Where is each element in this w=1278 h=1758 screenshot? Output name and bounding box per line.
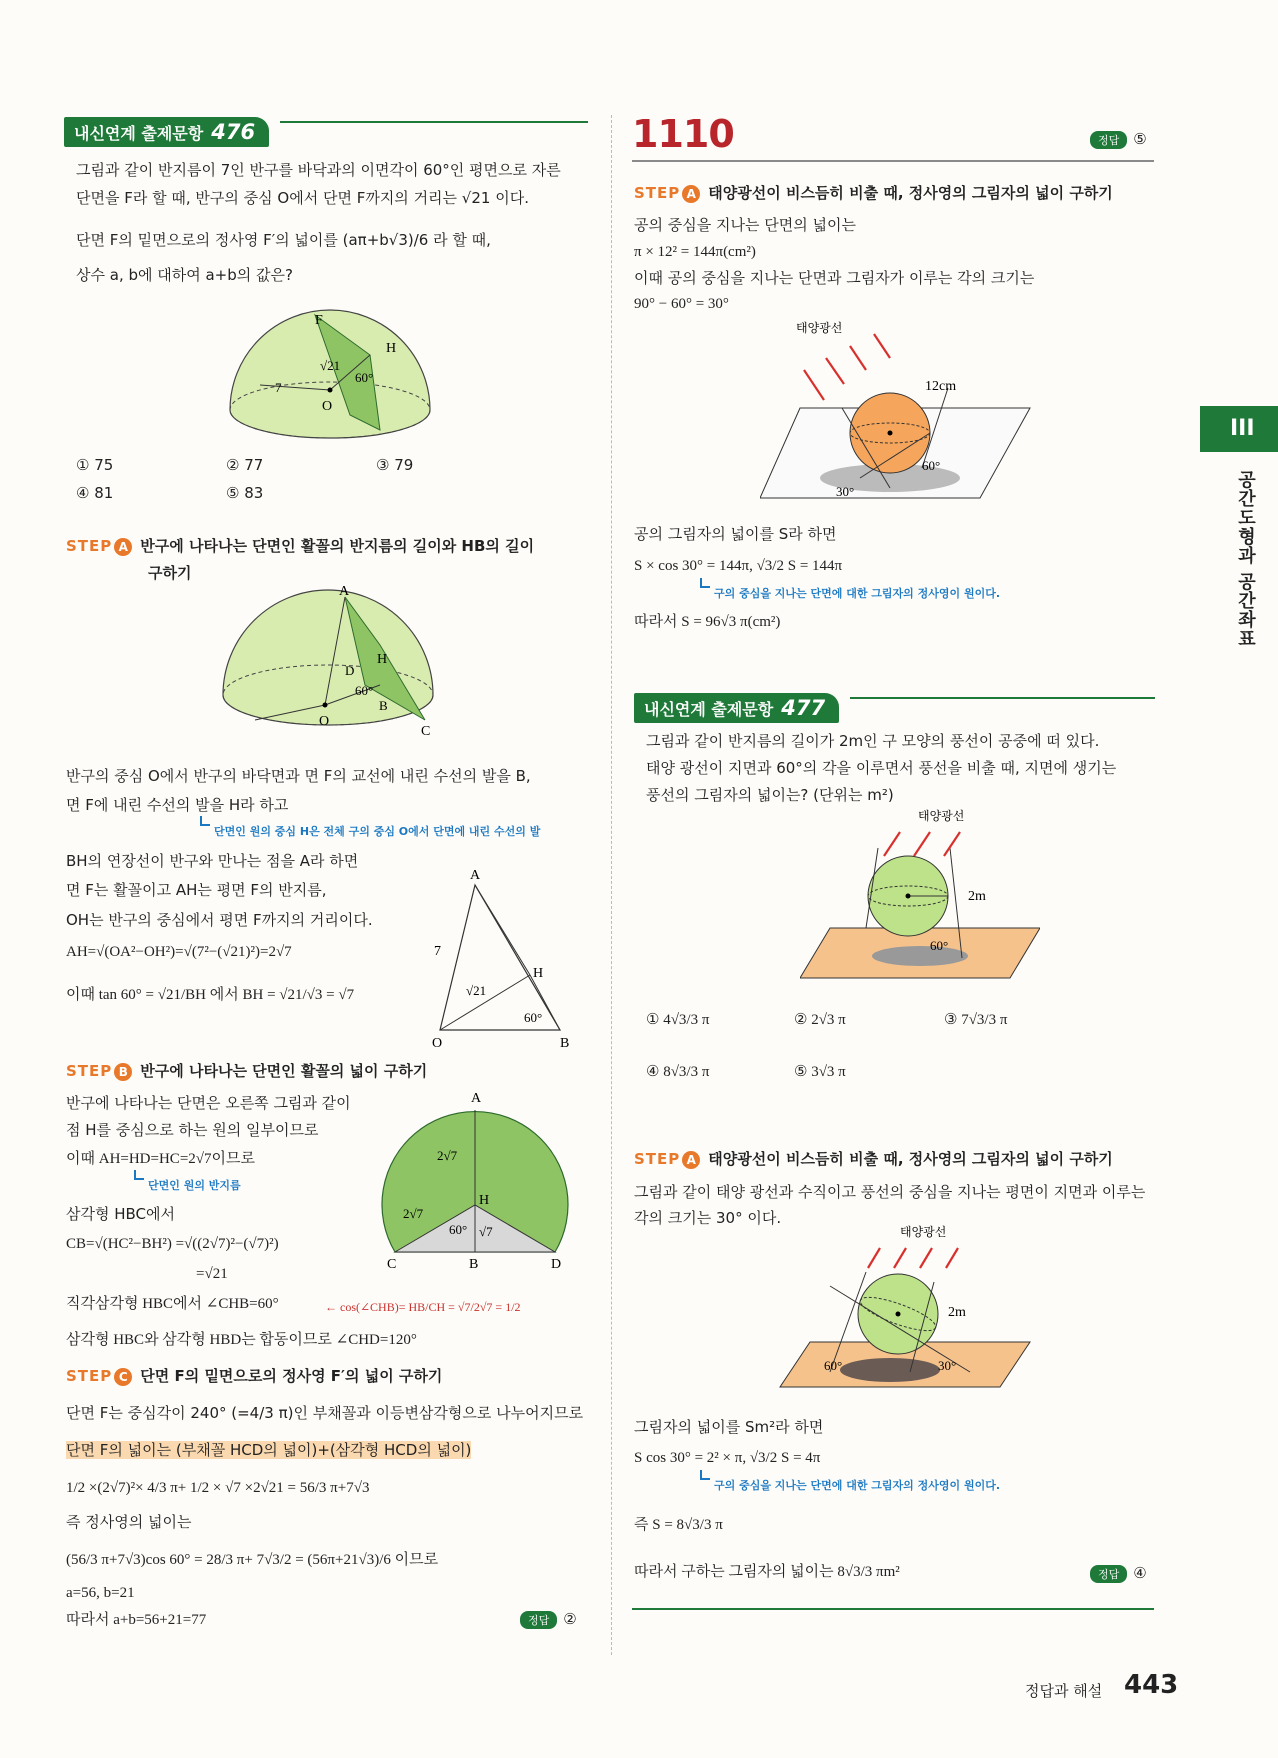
label-30deg: 30° [836, 484, 855, 499]
hemisphere-figure-1 [220, 290, 440, 450]
label-2m: 2m [948, 1305, 966, 1320]
choice-477-1: ① 4√3/3 π [646, 1012, 710, 1028]
label-A: A [471, 1091, 482, 1106]
answer-1110 [1090, 130, 1147, 149]
label-sunlight: 태양광선 [900, 1225, 947, 1239]
line-1: 공의 중심을 지나는 단면의 넓이는 [634, 216, 856, 234]
step-b-line-2: 점 H를 중심으로 하는 원의 일부이므로 [66, 1121, 319, 1139]
step-letter: C [114, 1368, 132, 1386]
problem-line-3: 단면 F의 밑면으로의 정사영 F′의 넓이를 (aπ+b√3)/6 라 할 때, [76, 231, 491, 249]
label-12cm: 12cm [925, 379, 957, 394]
step-letter: B [114, 1063, 132, 1081]
step-letter: A [682, 185, 700, 203]
step-a-line-5: OH는 반구의 중심에서 평면 F까지의 거리이다. [66, 911, 373, 929]
note-bracket [134, 1170, 144, 1180]
note-radius: 단면인 원의 반지름 [148, 1179, 241, 1192]
label-60deg: 60° [355, 370, 374, 385]
label-A: A [470, 868, 481, 883]
note-bracket [700, 578, 710, 588]
label-7: 7 [275, 380, 282, 395]
step-title: 태양광선이 비스듬히 비출 때, 정사영의 그림자의 넓이 구하기 [708, 184, 1113, 202]
label-B: B [379, 698, 388, 713]
label-2m: 2m [968, 889, 986, 904]
badge-underline [850, 697, 1155, 699]
label-60deg: 60° [922, 458, 941, 473]
step-c-line-4: (56/3 π+7√3)cos 60° = 28/3 π+ 7√3/2 = (56π+21√3)/6 이므로 [66, 1552, 439, 1568]
step-a-title-cont: 구하기 [148, 564, 192, 582]
label-30deg: 30° [938, 1358, 957, 1373]
answer-value: ② [563, 1610, 577, 1628]
column-divider [611, 115, 612, 1655]
label-C: C [421, 724, 431, 739]
problem-1110-number: 1110 [632, 112, 734, 156]
label-60deg: 60° [930, 938, 949, 953]
step-a-line-4: 면 F는 활꼴이고 AH는 평면 F의 반지름, [66, 881, 327, 899]
note-projection: 구의 중심을 지나는 단면에 대한 그림자의 정사영이 원이다. [714, 1479, 1001, 1492]
label-H: H [479, 1193, 490, 1208]
step-tag: STEP [66, 537, 113, 555]
problem-number: 476 [211, 120, 256, 144]
label-D: D [345, 663, 355, 678]
step-a-477-line-1: 그림과 같이 태양 광선과 수직이고 풍선의 중심을 지나는 평면이 지면과 이루는 [634, 1183, 1146, 1201]
choice-477-5: ⑤ 3√3 π [794, 1064, 846, 1080]
step-a-line-1: 반구의 중심 O에서 반구의 바닥면과 면 F의 교선에 내린 수선의 발을 B, [66, 767, 531, 785]
step-a-1110-heading [634, 182, 1113, 203]
step-tag: STEP [66, 1367, 113, 1385]
problem-476-badge [64, 117, 269, 147]
label-60deg: 60° [355, 683, 374, 698]
label-60deg: 60° [524, 1010, 543, 1025]
chapter-title: 공간도형과 공간좌표 [1235, 470, 1256, 649]
choice-2: ② 77 [226, 456, 264, 474]
label-D: D [551, 1257, 562, 1270]
step-b-line-8: 삼각형 HBC와 삼각형 HBD는 합동이므로 ∠CHD=120° [66, 1332, 417, 1348]
line-6: S × cos 30° = 144π, √3/2 S = 144π [634, 558, 843, 574]
label-F: F [315, 313, 323, 328]
badge-text: 내신연계 출제문항 [644, 699, 774, 719]
problem-477-line-3: 풍선의 그림자의 넓이는? (단위는 m²) [646, 786, 894, 804]
step-a-heading [66, 535, 534, 556]
answer-477 [1090, 1564, 1147, 1583]
step-c-heading [66, 1365, 442, 1386]
problem-line-4: 상수 a, b에 대하여 a+b의 값은? [76, 266, 293, 284]
page-number: 443 [1124, 1670, 1179, 1700]
step-title: 반구에 나타나는 단면인 활꼴의 넓이 구하기 [140, 1062, 428, 1080]
label-B: B [560, 1036, 570, 1050]
choice-4: ④ 81 [76, 484, 114, 502]
note-bracket [700, 1470, 710, 1480]
problem-477-line-2: 태양 광선이 지면과 60°의 각을 이루면서 풍선을 비출 때, 지면에 생기는 [646, 759, 1117, 777]
label-7: 7 [434, 944, 441, 959]
label-C: C [387, 1257, 397, 1270]
answer-476 [520, 1610, 577, 1629]
label-60deg: 60° [449, 1222, 468, 1237]
step-tag: STEP [66, 1062, 113, 1080]
step-c-line-5: a=56, b=21 [66, 1585, 135, 1601]
problem-477-badge [634, 693, 839, 723]
step-title: 단면 F의 밑면으로의 정사영 F′의 넓이 구하기 [140, 1367, 443, 1385]
choice-477-3: ③ 7√3/3 π [944, 1012, 1008, 1028]
step-letter: A [114, 538, 132, 556]
hemisphere-figure-2 [215, 585, 445, 745]
label-H: H [377, 652, 388, 667]
conclusion-1110: 따라서 S = 96√3 π(cm²) [634, 614, 781, 630]
choice-5: ⑤ 83 [226, 484, 264, 502]
answer-value: ④ [1133, 1564, 1147, 1582]
header-rule [632, 160, 1154, 162]
answer-badge: 정답 [1090, 131, 1127, 149]
choice-477-4: ④ 8√3/3 π [646, 1064, 710, 1080]
label-sqrt21: √21 [320, 358, 341, 373]
note-bracket [200, 816, 210, 826]
step-c-line-1: 단면 F는 중심각이 240° (=4/3 π)인 부채꼴과 이등변삼각형으로 나누어지므로 [66, 1404, 584, 1422]
triangle-figure-3 [430, 865, 580, 1050]
step-a-477-line-2: 각의 크기는 30° 이다. [634, 1209, 782, 1227]
step-a-477-line-3: 그림자의 넓이를 Sm²라 하면 [634, 1418, 824, 1436]
step-tag: STEP [634, 1150, 681, 1168]
step-b-line-6: =√21 [196, 1266, 228, 1282]
problem-477-line-1: 그림과 같이 반지름의 길이가 2m인 구 모양의 풍선이 공중에 떠 있다. [646, 732, 1100, 750]
step-a-477-line-4: S cos 30° = 2² × π, √3/2 S = 4π [634, 1450, 821, 1466]
step-c-highlight [66, 1440, 471, 1460]
label-B: B [469, 1257, 479, 1270]
step-b-line-3: 이때 AH=HD=HC=2√7이므로 [66, 1151, 255, 1167]
step-a-477-line-5: 즉 S = 8√3/3 π [634, 1517, 723, 1533]
label-H: H [533, 966, 544, 981]
balloon-figure [800, 808, 1040, 983]
step-a-equation-ah: AH=√(OA²−OH²)=√(7²−(√21)²)=2√7 [66, 944, 292, 960]
step-b-line-7: 직각삼각형 HBC에서 ∠CHB=60° [66, 1296, 279, 1312]
problem-number: 477 [781, 696, 826, 720]
line-5: 공의 그림자의 넓이를 S라 하면 [634, 525, 837, 543]
step-title: 태양광선이 비스듬히 비출 때, 정사영의 그림자의 넓이 구하기 [708, 1150, 1113, 1168]
line-4: 90° − 60° = 30° [634, 296, 729, 312]
choice-1: ① 75 [76, 456, 114, 474]
answer-badge: 정답 [1090, 1565, 1127, 1583]
problem-line-2: 단면을 F라 할 때, 반구의 중심 O에서 단면 F까지의 거리는 √21 이다. [76, 189, 529, 207]
label-sunlight: 태양광선 [796, 321, 843, 335]
step-b-line-1: 반구에 나타나는 단면은 오른쪽 그림과 같이 [66, 1094, 351, 1112]
step-a-477-line-6: 따라서 구하는 그림자의 넓이는 8√3/3 πm² [634, 1564, 900, 1580]
problem-line-1: 그림과 같이 반지름이 7인 반구를 바닥과의 이면각이 60°인 평면으로 자른 [76, 161, 561, 179]
label-O: O [322, 399, 333, 414]
answer-value: ⑤ [1133, 130, 1147, 148]
note-projection: 구의 중심을 지나는 단면에 대한 그림자의 정사영이 원이다. [714, 587, 1001, 600]
label-H: H [386, 341, 397, 356]
step-c-line-6: 따라서 a+b=56+21=77 [66, 1612, 207, 1628]
segment-figure-4 [375, 1090, 575, 1270]
line-2: π × 12² = 144π(cm²) [634, 244, 756, 260]
step-b-line-5: CB=√(HC²−BH²) =√((2√7)²−(√7)²) [66, 1236, 279, 1252]
choice-3: ③ 79 [376, 456, 414, 474]
step-tag: STEP [634, 184, 681, 202]
step-b-heading [66, 1060, 427, 1081]
label-2sqrt7-lower: 2√7 [403, 1206, 424, 1221]
line-3: 이때 공의 중심을 지나는 단면과 그림자가 이루는 각의 크기는 [634, 269, 1035, 287]
label-sunlight: 태양광선 [918, 809, 965, 823]
badge-underline [280, 121, 588, 123]
label-A: A [339, 585, 350, 599]
label-O: O [319, 714, 330, 729]
step-a-line-2: 면 F에 내린 수선의 발을 H라 하고 [66, 796, 289, 814]
label-sqrt7: √7 [479, 1224, 493, 1239]
step-a-line-3: BH의 연장선이 반구와 만나는 점을 A라 하면 [66, 852, 359, 870]
answer-badge: 정답 [520, 1611, 557, 1629]
step-c-line-3: 즉 정사영의 넓이는 [66, 1513, 192, 1531]
section-rule [632, 1608, 1154, 1610]
step-letter: A [682, 1151, 700, 1169]
step-b-line-4: 삼각형 HBC에서 [66, 1205, 175, 1223]
highlight-text: 단면 F의 넓이는 (부채꼴 HCD의 넓이)+(삼각형 HCD의 넓이) [66, 1441, 472, 1459]
footer-label: 정답과 해설 [1025, 1682, 1103, 1700]
label-60deg: 60° [824, 1358, 843, 1373]
note-perpendicular-foot: 단면인 원의 중심 H은 전체 구의 중심 O에서 단면에 내린 수선의 발 [214, 825, 541, 838]
badge-text: 내신연계 출제문항 [74, 123, 204, 143]
step-a-477-heading [634, 1148, 1113, 1169]
choice-477-2: ② 2√3 π [794, 1012, 846, 1028]
balloon-solution-figure [770, 1222, 1040, 1392]
label-O: O [432, 1036, 443, 1050]
label-2sqrt7-upper: 2√7 [437, 1148, 458, 1163]
chapter-tab: III [1200, 406, 1278, 452]
label-sqrt21: √21 [466, 983, 487, 998]
step-c-line-2: 1/2 ×(2√7)²× 4/3 π+ 1/2 × √7 ×2√21 = 56/3 π+7√3 [66, 1480, 370, 1496]
step-title: 반구에 나타나는 단면인 활꼴의 반지름의 길이와 HB의 길이 [140, 537, 535, 555]
cos-note: ← cos(∠CHB)= HB/CH = √7/2√7 = 1/2 [325, 1300, 521, 1314]
step-a-equation-tan: 이때 tan 60° = √21/BH 에서 BH = √21/√3 = √7 [66, 987, 355, 1003]
sunlight-ball-figure-1 [760, 318, 1040, 503]
